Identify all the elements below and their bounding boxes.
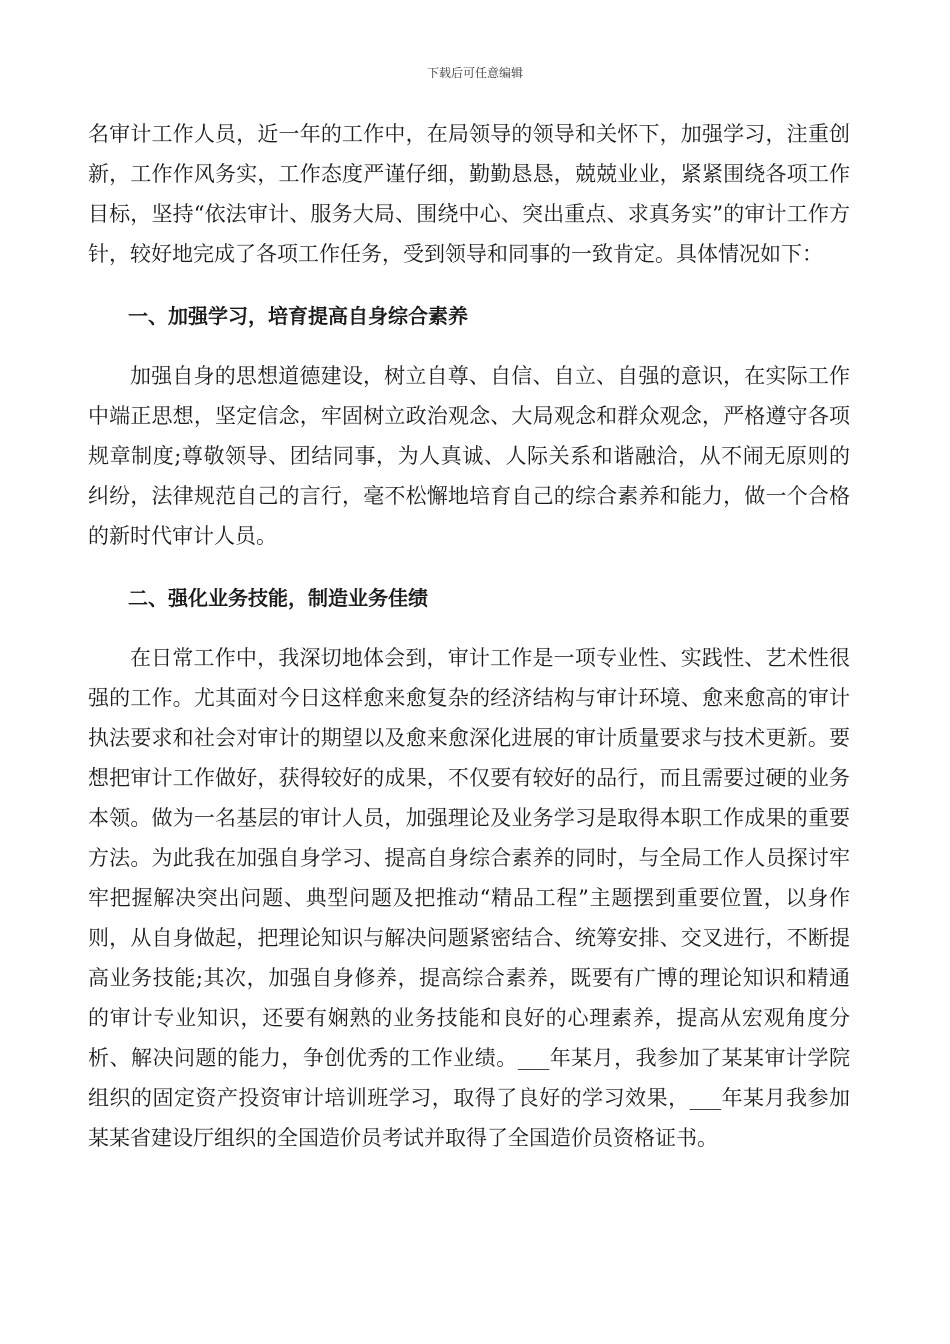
intro-paragraph: 名审计工作人员，近一年的工作中，在局领导的领导和关怀下，加强学习，注重创新，工作作风务实，工作态度严谨仔细，勤勤恳恳，兢兢业业，紧紧围绕各项工作目标，坚持“依法审计、服务大局、围绕中心、突出重点、求真务实”的审计工作方针，较好地完成了各项工作任务，受到领导和同事的一致肯定。具体情况如下： [88,122,850,266]
section-1-paragraph: 加强自身的思想道德建设，树立自尊、自信、自立、自强的意识，在实际工作中端正思想，坚定信念，牢固树立政治观念、大局观念和群众观念，严格遵守各项规章制度;尊敬领导、团结同事，为人真诚、人际关系和谐融洽，从不闹无原则的纠纷，法律规范自己的言行，毫不松懈地培育自己的综合素养和能力，做一个合格的新时代审计人员。 [88,364,850,548]
section-2-heading: 二、强化业务技能，制造业务佳绩 [128,586,428,610]
section-1-heading: 一、加强学习，培育提高自身综合素养 [128,304,468,328]
section-2-paragraph: 在日常工作中，我深切地体会到，审计工作是一项专业性、实践性、艺术性很强的工作。尤其面对今日这样愈来愈复杂的经济结构与审计环境、愈来愈高的审计执法要求和社会对审计的期望以及愈来愈深化进展的审计质量要求与技术更新。要想把审计工作做好，获得较好的成果，不仅要有较好的品行，而且需要过硬的业务本领。做为一名基层的审计人员，加强理论及业务学习是取得本职工作成果的重要方法。为此我在加强自身学习、提高自身综合素养的同时，与全局工作人员探讨牢牢把握解决突出问题、典型问题及把推动“精品工程”主题摆到重要位置，以身作则，从自身做起，把理论知识与解决问题紧密结合、统筹安排、交叉进行，不断提高业务技能;其次，加强自身修养，提高综合素养，既要有广博的理论知识和精通的审计专业知识，还要有娴熟的业务技能和良好的心理素养，提高从宏观角度分析、解决问题的能力，争创优秀的工作业绩。___年某月，我参加了某某审计学院组织的固定资产投资审计培训班学习，取得了良好的学习效果，___年某月我参加某某省建设厅组织的全国造价员考试并取得了全国造价员资格证书。 [88,646,850,1150]
document-body [88,114,850,1158]
page-header: 下载后可任意编辑 [426,66,523,80]
